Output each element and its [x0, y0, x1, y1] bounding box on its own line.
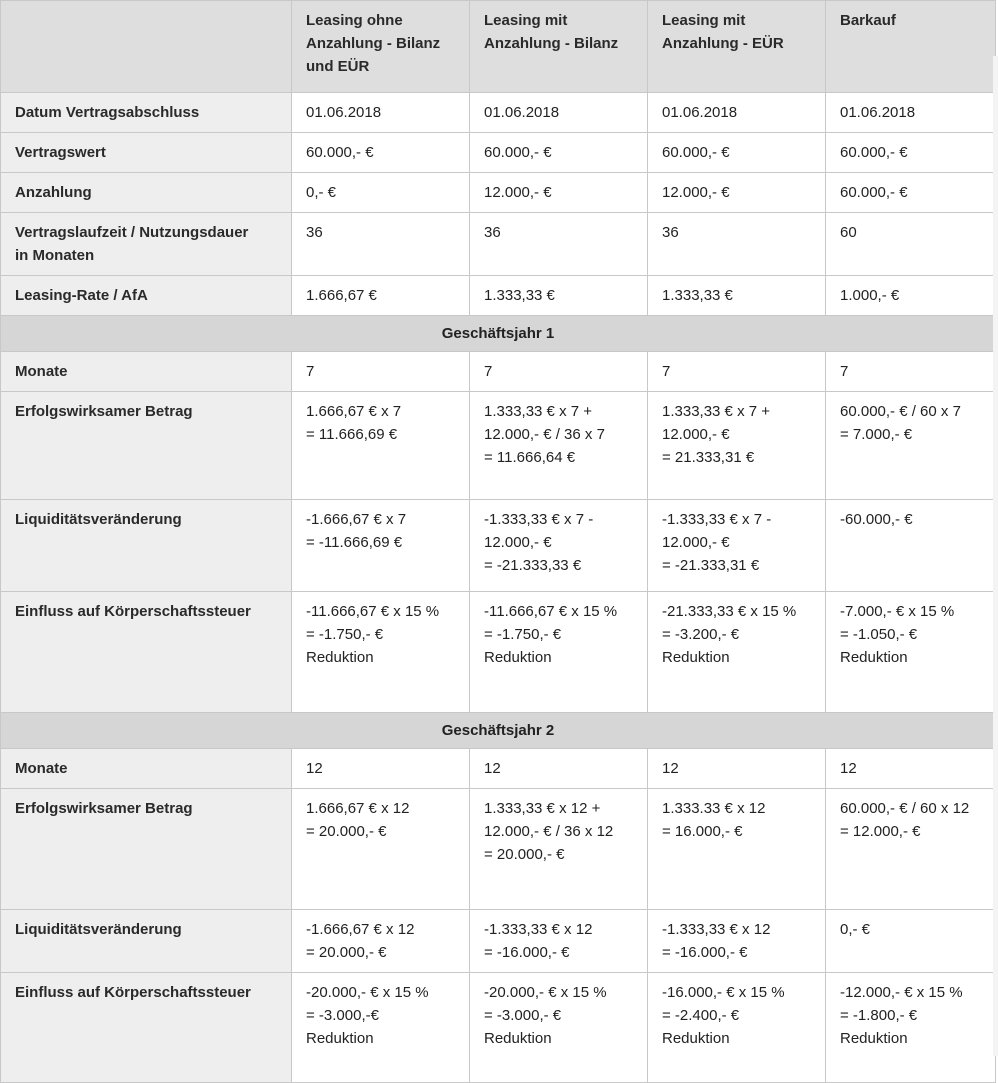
row-label: Erfolgswirksamer Betrag	[1, 789, 292, 910]
cell-leasing-mit-anzahlung-bilanz: 12.000,- €	[470, 173, 648, 213]
cell-leasing-mit-anzahlung-bilanz: 1.333,33 € x 7 + 12.000,- € / 36 x 7 = 11.666,64 €	[470, 392, 648, 500]
cell-leasing-ohne-anzahlung: 60.000,- €	[292, 133, 470, 173]
table-row	[1, 749, 996, 789]
section-header-row	[1, 713, 996, 749]
section-header-row	[1, 316, 996, 352]
cell-leasing-mit-anzahlung-eur: 1.333,33 €	[648, 276, 826, 316]
header-corner	[1, 1, 292, 93]
row-label: Leasing-Rate / AfA	[1, 276, 292, 316]
table-row	[1, 789, 996, 910]
cell-barkauf: 60.000,- € / 60 x 7 = 7.000,- €	[826, 392, 996, 500]
row-label: Anzahlung	[1, 173, 292, 213]
cell-leasing-mit-anzahlung-bilanz: -11.666,67 € x 15 % = -1.750,- € Reduktion	[470, 592, 648, 713]
cell-barkauf: -7.000,- € x 15 % = -1.050,- € Reduktion	[826, 592, 996, 713]
table-row	[1, 173, 996, 213]
table-row	[1, 213, 996, 276]
cell-leasing-ohne-anzahlung: -11.666,67 € x 15 % = -1.750,- € Reduktion	[292, 592, 470, 713]
cell-barkauf: 0,- €	[826, 910, 996, 973]
cell-leasing-mit-anzahlung-bilanz: 12	[470, 749, 648, 789]
header-leasing-ohne-anzahlung: Leasing ohne Anzahlung - Bilanz und EÜR	[292, 1, 470, 93]
cell-barkauf: 01.06.2018	[826, 93, 996, 133]
cell-barkauf: 12	[826, 749, 996, 789]
cell-leasing-ohne-anzahlung: 36	[292, 213, 470, 276]
cell-leasing-ohne-anzahlung: 01.06.2018	[292, 93, 470, 133]
cell-barkauf: 7	[826, 352, 996, 392]
cell-leasing-ohne-anzahlung: 1.666,67 € x 7 = 11.666,69 €	[292, 392, 470, 500]
cell-leasing-mit-anzahlung-bilanz: 1.333,33 € x 12 + 12.000,- € / 36 x 12 = 20.000,- €	[470, 789, 648, 910]
row-label: Monate	[1, 749, 292, 789]
cell-leasing-mit-anzahlung-eur: 12	[648, 749, 826, 789]
cell-barkauf: -12.000,- € x 15 % = -1.800,- € Reduktion	[826, 973, 996, 1083]
cell-leasing-mit-anzahlung-eur: 1.333,33 € x 7 + 12.000,- € = 21.333,31 €	[648, 392, 826, 500]
cell-leasing-mit-anzahlung-bilanz: 7	[470, 352, 648, 392]
cell-leasing-mit-anzahlung-bilanz: -1.333,33 € x 7 - 12.000,- € = -21.333,33 €	[470, 500, 648, 592]
header-row	[1, 1, 996, 93]
cell-leasing-ohne-anzahlung: -1.666,67 € x 7 = -11.666,69 €	[292, 500, 470, 592]
cell-leasing-mit-anzahlung-eur: 7	[648, 352, 826, 392]
cell-leasing-ohne-anzahlung: 12	[292, 749, 470, 789]
cell-leasing-mit-anzahlung-eur: 1.333.33 € x 12 = 16.000,- €	[648, 789, 826, 910]
cell-leasing-mit-anzahlung-bilanz: 36	[470, 213, 648, 276]
cell-leasing-ohne-anzahlung: 0,- €	[292, 173, 470, 213]
cell-leasing-mit-anzahlung-bilanz: -1.333,33 € x 12 = -16.000,- €	[470, 910, 648, 973]
cell-leasing-ohne-anzahlung: -20.000,- € x 15 % = -3.000,-€ Reduktion	[292, 973, 470, 1083]
cell-leasing-mit-anzahlung-eur: 01.06.2018	[648, 93, 826, 133]
cell-barkauf: 60.000,- €	[826, 173, 996, 213]
cell-leasing-mit-anzahlung-bilanz: 1.333,33 €	[470, 276, 648, 316]
cell-leasing-mit-anzahlung-eur: -1.333,33 € x 12 = -16.000,- €	[648, 910, 826, 973]
cell-barkauf: 60.000,- € / 60 x 12 = 12.000,- €	[826, 789, 996, 910]
table-row	[1, 500, 996, 592]
cell-leasing-mit-anzahlung-eur: -21.333,33 € x 15 % = -3.200,- € Reduktion	[648, 592, 826, 713]
cell-leasing-mit-anzahlung-eur: 36	[648, 213, 826, 276]
cell-leasing-mit-anzahlung-bilanz: 01.06.2018	[470, 93, 648, 133]
cell-leasing-mit-anzahlung-eur: 60.000,- €	[648, 133, 826, 173]
table-row	[1, 392, 996, 500]
row-label: Einfluss auf Körperschaftssteuer	[1, 973, 292, 1083]
row-label: Erfolgswirksamer Betrag	[1, 392, 292, 500]
cell-leasing-ohne-anzahlung: 1.666,67 € x 12 = 20.000,- €	[292, 789, 470, 910]
cell-leasing-mit-anzahlung-bilanz: -20.000,- € x 15 % = -3.000,- € Reduktion	[470, 973, 648, 1083]
cell-leasing-ohne-anzahlung: 7	[292, 352, 470, 392]
row-label: Liquiditätsveränderung	[1, 500, 292, 592]
row-label: Liquiditätsveränderung	[1, 910, 292, 973]
table-row	[1, 352, 996, 392]
row-label: Einfluss auf Körperschaftssteuer	[1, 592, 292, 713]
cell-leasing-mit-anzahlung-eur: 12.000,- €	[648, 173, 826, 213]
row-label: Vertragslaufzeit / Nutzungsdauer in Monaten	[1, 213, 292, 276]
cell-leasing-mit-anzahlung-eur: -1.333,33 € x 7 - 12.000,- € = -21.333,31 €	[648, 500, 826, 592]
table-row	[1, 592, 996, 713]
cell-leasing-ohne-anzahlung: -1.666,67 € x 12 = 20.000,- €	[292, 910, 470, 973]
table-body	[1, 93, 996, 1083]
cell-barkauf: 60	[826, 213, 996, 276]
section-title: Geschäftsjahr 1	[1, 316, 996, 352]
row-label: Datum Vertragsabschluss	[1, 93, 292, 133]
page-edge	[993, 56, 998, 1056]
cell-barkauf: 60.000,- €	[826, 133, 996, 173]
header-barkauf: Barkauf	[826, 1, 996, 93]
cell-leasing-ohne-anzahlung: 1.666,67 €	[292, 276, 470, 316]
cell-barkauf: -60.000,- €	[826, 500, 996, 592]
section-title: Geschäftsjahr 2	[1, 713, 996, 749]
table-row	[1, 276, 996, 316]
cell-barkauf: 1.000,- €	[826, 276, 996, 316]
table-row	[1, 910, 996, 973]
row-label: Vertragswert	[1, 133, 292, 173]
table-row	[1, 973, 996, 1083]
row-label: Monate	[1, 352, 292, 392]
cell-leasing-mit-anzahlung-bilanz: 60.000,- €	[470, 133, 648, 173]
table-row	[1, 93, 996, 133]
cell-leasing-mit-anzahlung-eur: -16.000,- € x 15 % = -2.400,- € Reduktion	[648, 973, 826, 1083]
header-leasing-mit-anzahlung-bilanz: Leasing mit Anzahlung - Bilanz	[470, 1, 648, 93]
header-leasing-mit-anzahlung-eur: Leasing mit Anzahlung - EÜR	[648, 1, 826, 93]
table-row	[1, 133, 996, 173]
